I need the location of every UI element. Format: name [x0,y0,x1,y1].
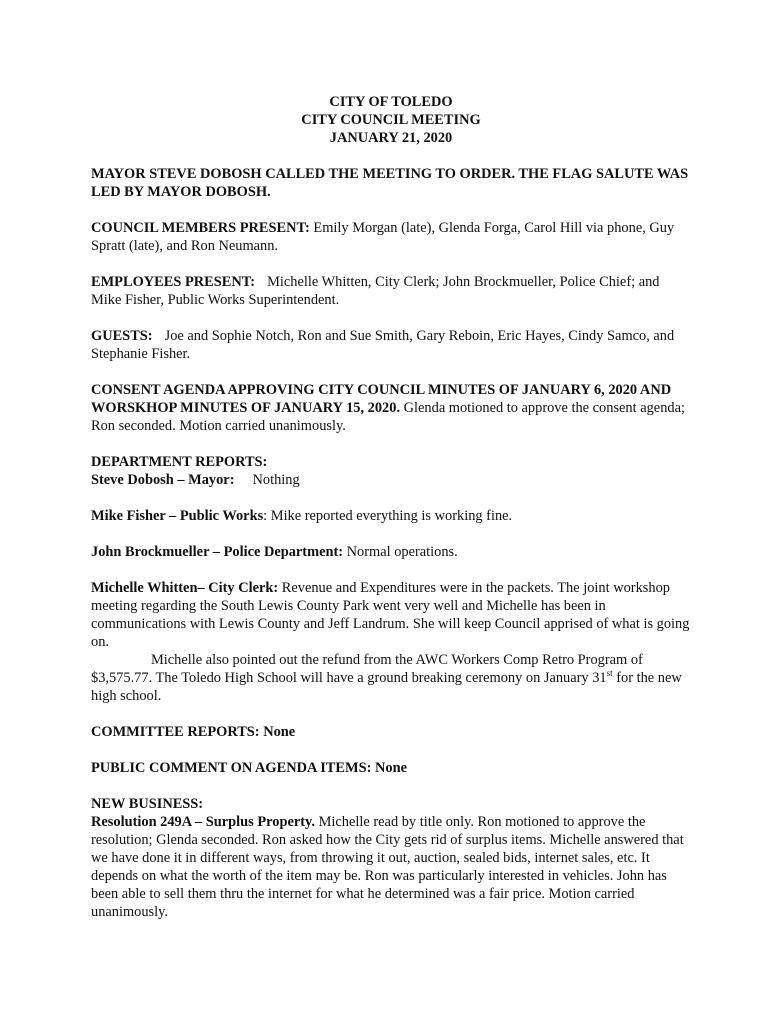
header-date: JANUARY 21, 2020 [329,130,453,146]
header-meeting: CITY COUNCIL MEETING [301,112,481,128]
council-present-label: COUNCIL MEMBERS PRESENT: [91,220,310,236]
public-works-label: Mike Fisher – Public Works [91,508,264,524]
document-header [91,93,691,147]
public-works-text: : Mike reported everything is working fine. [263,508,513,524]
guests-paragraph [91,327,691,363]
resolution-text: Michelle read by title only. Ron motioned to approve the resolution; Glenda seconded. Ron asked how the City gets rid of surplus items. Michelle answered that we have done it in different ways, from throwing it out, auction, sealed bids, internet sales, etc. It depends on what the worth of the item may be. Ron was particularly interested in vehicles. John has been able to sell them thru the internet for what he determined was a fair price. Motion carried unanimously. [91,814,684,920]
clerk-report [91,579,691,651]
new-business-heading: NEW BUSINESS: [91,796,204,812]
employees-present-text: Michelle Whitten, City Clerk; John Brockmueller, Police Chief; and Mike Fisher, Public Works Superintendent. [91,274,660,308]
ordinal-suffix: st [606,668,613,679]
header-city: CITY OF TOLEDO [329,94,453,110]
police-text: Normal operations. [343,544,458,560]
committee-reports: COMMITTEE REPORTS: None [91,724,296,740]
guests-text: Joe and Sophie Notch, Ron and Sue Smith, Gary Reboin, Eric Hayes, Cindy Samco, and Stephanie Fisher. [91,328,675,362]
minutes-content [91,93,691,921]
council-present-paragraph [91,219,691,255]
resolution-paragraph [91,813,691,921]
clerk-label: Michelle Whitten– City Clerk: [91,580,279,596]
public-comment: PUBLIC COMMENT ON AGENDA ITEMS: None [91,760,407,776]
council-present-text: Emily Morgan (late), Glenda Forga, Carol Hill via phone, Guy Spratt (late), and Ron Neumann. [91,220,675,254]
mayor-report-label: Steve Dobosh – Mayor: [91,472,235,488]
call-to-order: MAYOR STEVE DOBOSH CALLED THE MEETING TO ORDER. THE FLAG SALUTE WAS LED BY MAYOR DOBOSH. [91,166,689,200]
public-works-report [91,507,691,525]
consent-agenda-text: Glenda motioned to approve the consent agenda; Ron seconded. Motion carried unanimously. [91,400,685,434]
employees-present-label: EMPLOYEES PRESENT: [91,274,256,290]
consent-agenda-label: CONSENT AGENDA APPROVING CITY COUNCIL MINUTES OF JANUARY 6, 2020 AND WORSKHOP MINUTES OF JANUARY 15, 2020. [91,382,672,416]
consent-agenda-paragraph [91,381,691,435]
clerk-report-continued [91,651,691,705]
guests-label: GUESTS: [91,328,153,344]
police-label: John Brockmueller – Police Department: [91,544,344,560]
mayor-report-text: Nothing [252,472,300,488]
clerk-text-2b: for the new high school. [91,670,682,704]
clerk-text-2a: Michelle also pointed out the refund from the AWC Workers Comp Retro Program of $3,575.77. The Toledo High School will have a ground breaking ceremony on January 31 [91,652,643,686]
clerk-text: Revenue and Expenditures were in the packets. The joint workshop meeting regarding the South Lewis County Park went very well and Michelle has been in communications with Lewis County and Jeff Landrum. She will keep Council apprised of what is going on. [91,580,690,650]
department-reports-heading: DEPARTMENT REPORTS: [91,454,268,470]
police-report [91,543,691,561]
employees-present-paragraph [91,273,691,309]
resolution-label: Resolution 249A – Surplus Property. [91,814,316,830]
mayor-report [91,471,691,489]
